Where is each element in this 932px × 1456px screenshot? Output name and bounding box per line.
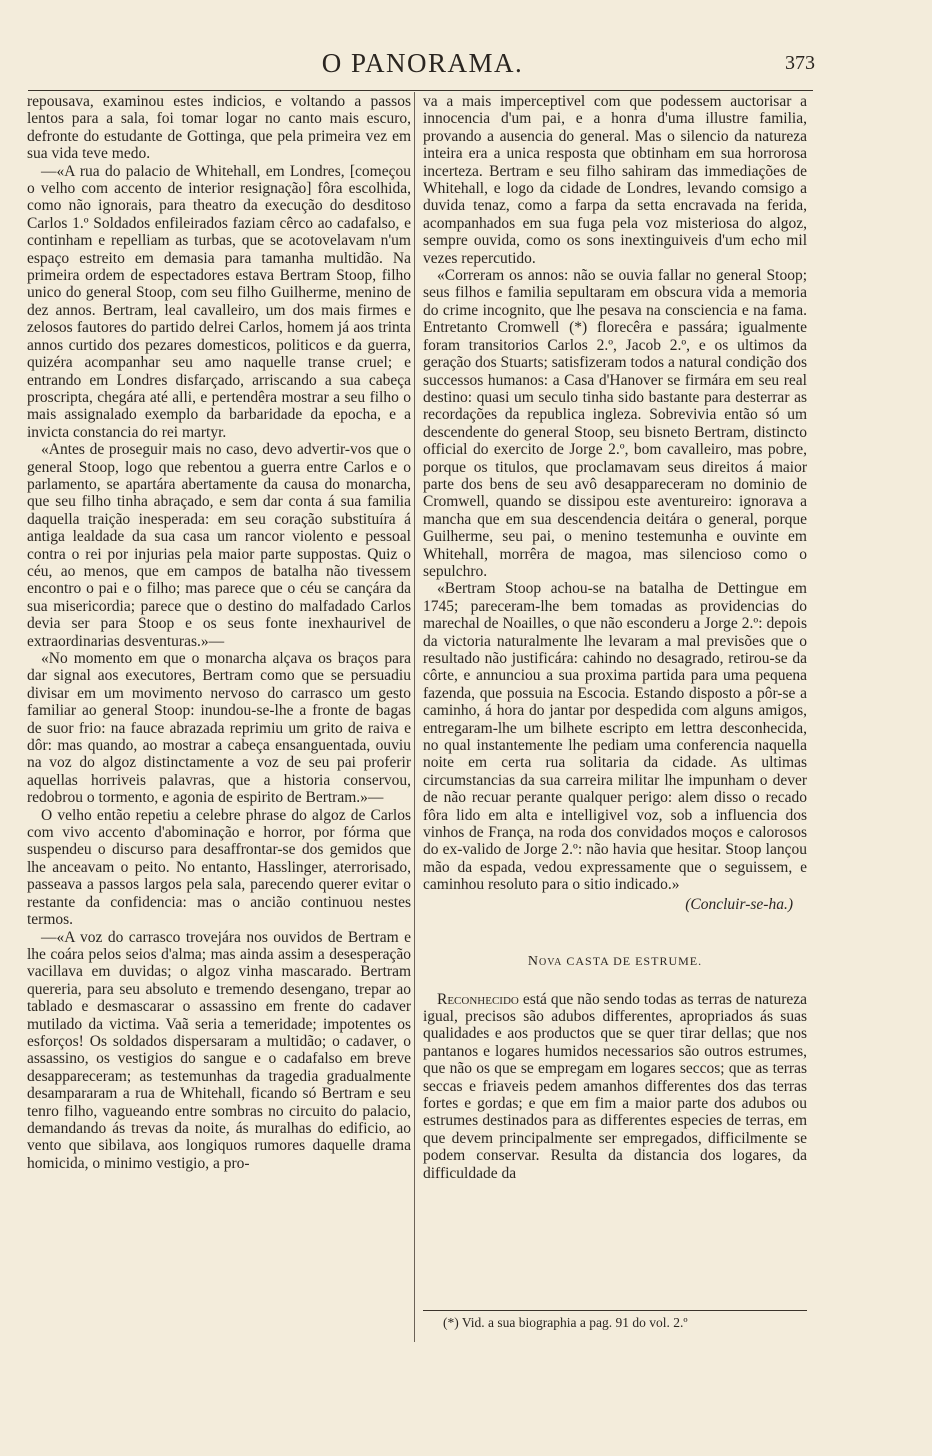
paragraph: «No momento em que o monarcha alçava os braços para dar signal aos executores, Bertram como que se persuadiu divisar em um movimento nervoso do carrasco um gesto familiar ao general Stoop: inundou-se-lhe a fronte de bagas de suor frio: na fauce abrazada reprimiu um grito de raiva e dôr: mas quando, ao mostrar a cabeça ensanguentada, ouviu na voz do algoz distinctamente a voz de seu pai proferir aquellas horriveis palavras, que a historia conservou, redobrou o tormento, e agonia de espirito de Bertram.»— — [27, 650, 411, 807]
left-column — [27, 93, 411, 1172]
paragraph: «Bertram Stoop achou-se na batalha de Dettingue em 1745; pareceram-lhe bem tomadas as providencias do marechal de Noailles, o que não esconderu a Jorge 2.º: depois da victoria naturalmente lhe levaram a mal previsões que o resultado não justificára: cahindo no desagrado, retirou-se da côrte, e annunciou a sua proxima partida para uma pequena fazenda, que possuia na Escocia. Estando disposto a pôr-se a caminho, á hora do jantar por despedida com alguns amigos, entregaram-lhe um bilhete escripto em lettra desconhecida, no qual instantemente lhe pediam uma conferencia naquella noite em certa rua solitaria da cidade. As ultimas circumstancias da sua carreira militar lhe impunham o dever de não recuar perante qualquer perigo: alem disso o recado fôra lido em alta e intelligivel voz, sob a influencia dos vinhos de França, na roda dos convidados moços e calorosos do ex-valido de Jorge 2.º: não havia que hesitar. Stoop lançou mão da espada, vedou expressamente que o seguissem, e caminhou resoluto para o sitio indicado.» — [423, 580, 807, 894]
section-title-rest: CASTA DE ESTRUME. — [566, 954, 703, 969]
paragraph: O velho então repetiu a celebre phrase do algoz de Carlos com vivo accento d'abominação e horror, por fórma que suspendeu o discurso para desaffrontar-se dos gemidos que lhe anceavam o peito. No entanto, Hasslinger, aterrorisado, passeava a passos largos pela sala, parecendo querer evitar o restante da confidencia: mas o ancião continuou nestes termos. — [27, 806, 411, 929]
paragraph: —«A rua do palacio de Whitehall, em Londres, [começou o velho com accento de interior resignação] fôra escolhida, como não ignorais, para theatro da execução do desditoso Carlos 1.º Soldados enfileirados faziam cêrco ao cadafalso, e continham e repelliam as turbas, que se acotovelavam n'um espaço estreito em demasia para tamanha multidão. Na primeira ordem de espectadores estava Bertram Stoop, filho unico do general Stoop, com seu filho Guilherme, menino de dez annos. Bertram, leal cavalleiro, um dos mais firmes e zelosos fautores do partido delrei Carlos, homem já aos trinta annos curtido dos pezares domesticos, politicos e da guerra, quizéra acompanhar seu amo naquelle transe cruel; e entrando em Londres disfarçado, arriscando a sua cabeça proscripta, chegára até alli, e pertendêra mostrar a seu filho o mais assignalado exemplo da barbaridade da epocha, e a invicta constancia do rei martyr. — [27, 162, 411, 441]
column-divider — [414, 92, 415, 1342]
masthead — [30, 42, 815, 82]
page-title: O PANORAMA. — [321, 48, 524, 78]
paragraph: repousava, examinou estes indicios, e voltando a passos lentos para a sala, foi tomar logar no canto mais escuro, defronte do estudante de Gottinga, que pela primeira vez em sua vida teve medo. — [27, 93, 411, 163]
section-title — [423, 953, 807, 970]
section-paragraph — [423, 991, 807, 1182]
paragraph: va a mais imperceptivel com que podessem auctorisar a innocencia d'um pai, e a honra d'uma illustre familia, provando a ausencia do general. Mas o silencio da natureza inteira era a unica resposta que obtinham em sua horrorosa incerteza. Bertram e seu filho sahiram das immediações de Whitehall, e logo da cidade de Londres, levando comsigo a duvida tenaz, como a farpa da setta encravada na ferida, acompanhados em sua fuga pela voz misteriosa do algoz, sempre ouvida, como os sons inextinguiveis d'um echo mil vezes repercutido. — [423, 93, 807, 267]
paragraph: —«A voz do carrasco trovejára nos ouvidos de Bertram e lhe coára pelos seios d'alma; mas ainda assim a desesperação vacillava em duvidas; o algoz vinha mascarado. Bertram quereria, para seu absoluto e tremendo desengano, trepar ao tablado e desmascarar o assassino em frente do cadaver mutilado da victima. Vaã seria a temeridade; impotentes os esforços! Os soldados dispersaram a multidão; o cadaver, o assassino, os vestigios do sangue e o cadafalso em breve desappareceram; as testemunhas da tragedia gradualmente desampararam a rua de Whitehall, ficando só Bertram e seu tenro filho, vagueando entre sombras no circuito do palacio, demandando ás trevas da noite, ás muralhas do edificio, ao vento que sibilava, aos longiquos rumores daquelle drama homicida, o minimo vestigio, a pro- — [27, 928, 411, 1172]
section-lead-word: Reconhecido — [437, 990, 519, 1008]
section-paragraph-text: está que não sendo todas as terras de natureza igual, precisos são adubos differentes, apropriados ás suas qualidades e aos productos que se quer tirar dellas; que nos pantanos e logares humidos necessarios são outros estrumes, que não os que se empregam em logares seccos; que as terras seccas e friaveis pedem amanhos differentes dos das terras fortes e gordas; e que em fim a maior parte dos adubos ou estrumes destinados para as differentes especies de terras, em que devem principalmente ser empregados, difficilmente se podem conservar. Resulta da distancia dos logares, da difficuldade da — [423, 990, 807, 1182]
section-title-first-word: Nova — [527, 954, 563, 970]
footnote: (*) Vid. a sua biographia a pag. 91 do vol. 2.º — [423, 1310, 807, 1331]
page-number: 373 — [785, 52, 815, 74]
header-rule — [28, 90, 813, 91]
article-signature: (Concluir-se-ha.) — [685, 895, 793, 913]
right-column — [423, 93, 807, 1182]
paragraph: «Antes de proseguir mais no caso, devo advertir-vos que o general Stoop, logo que rebentou a guerra entre Carlos e o parlamento, se apartára abertamente da causa do monarcha, que seu filho tinha abraçado, e sem dar conta á sua familia daquella traição inesperada: em seu coração substituíra á antiga lealdade da sua casa um rancor violento e pessoal contra o rei por injurias pela maior parte suppostas. Quiz o céu, ao menos, que em campos de batalha não tivessem encontro o pai e o filho; mas parece que o céu se cançára da sua misericordia; parece que o destino do malfadado Carlos devia ser para Stoop e os seus fonte inexhaurivel de extraordinarias desventuras.»— — [27, 441, 411, 650]
paragraph: «Correram os annos: não se ouvia fallar no general Stoop; seus filhos e familia sepultaram em obscura vida a memoria do crime incognito, que lhe pesava na consciencia e na fama. Entretanto Cromwell (*) florecêra e passára; igualmente foram transitorios Carlos 2.º, Jacob 2.º, e os ultimos da geração dos Stuarts; satisfizeram todos a natural condição dos successos humanos: a Casa d'Hanover se firmára em seu real destino: quasi um seculo tinha sido bastante para desterrar as recordações da republica ingleza. Sobrevivia então só um descendente do general Stoop, seu bisneto Bertram, distincto official do exercito de Jorge 2.º, bom cavalleiro, mas pobre, porque os titulos, que proclamavam seus direitos á maior parte dos bens de seu avô desappareceram no dominio de Cromwell, quando se dissipou este aventureiro: ignorava a mancha que em sua descendencia deitára o general, porque Guilherme, seu pai, o menino testemunha e ouvinte em Whitehall, morrêra de magoa, mas silencioso como o sepulchro. — [423, 267, 807, 580]
